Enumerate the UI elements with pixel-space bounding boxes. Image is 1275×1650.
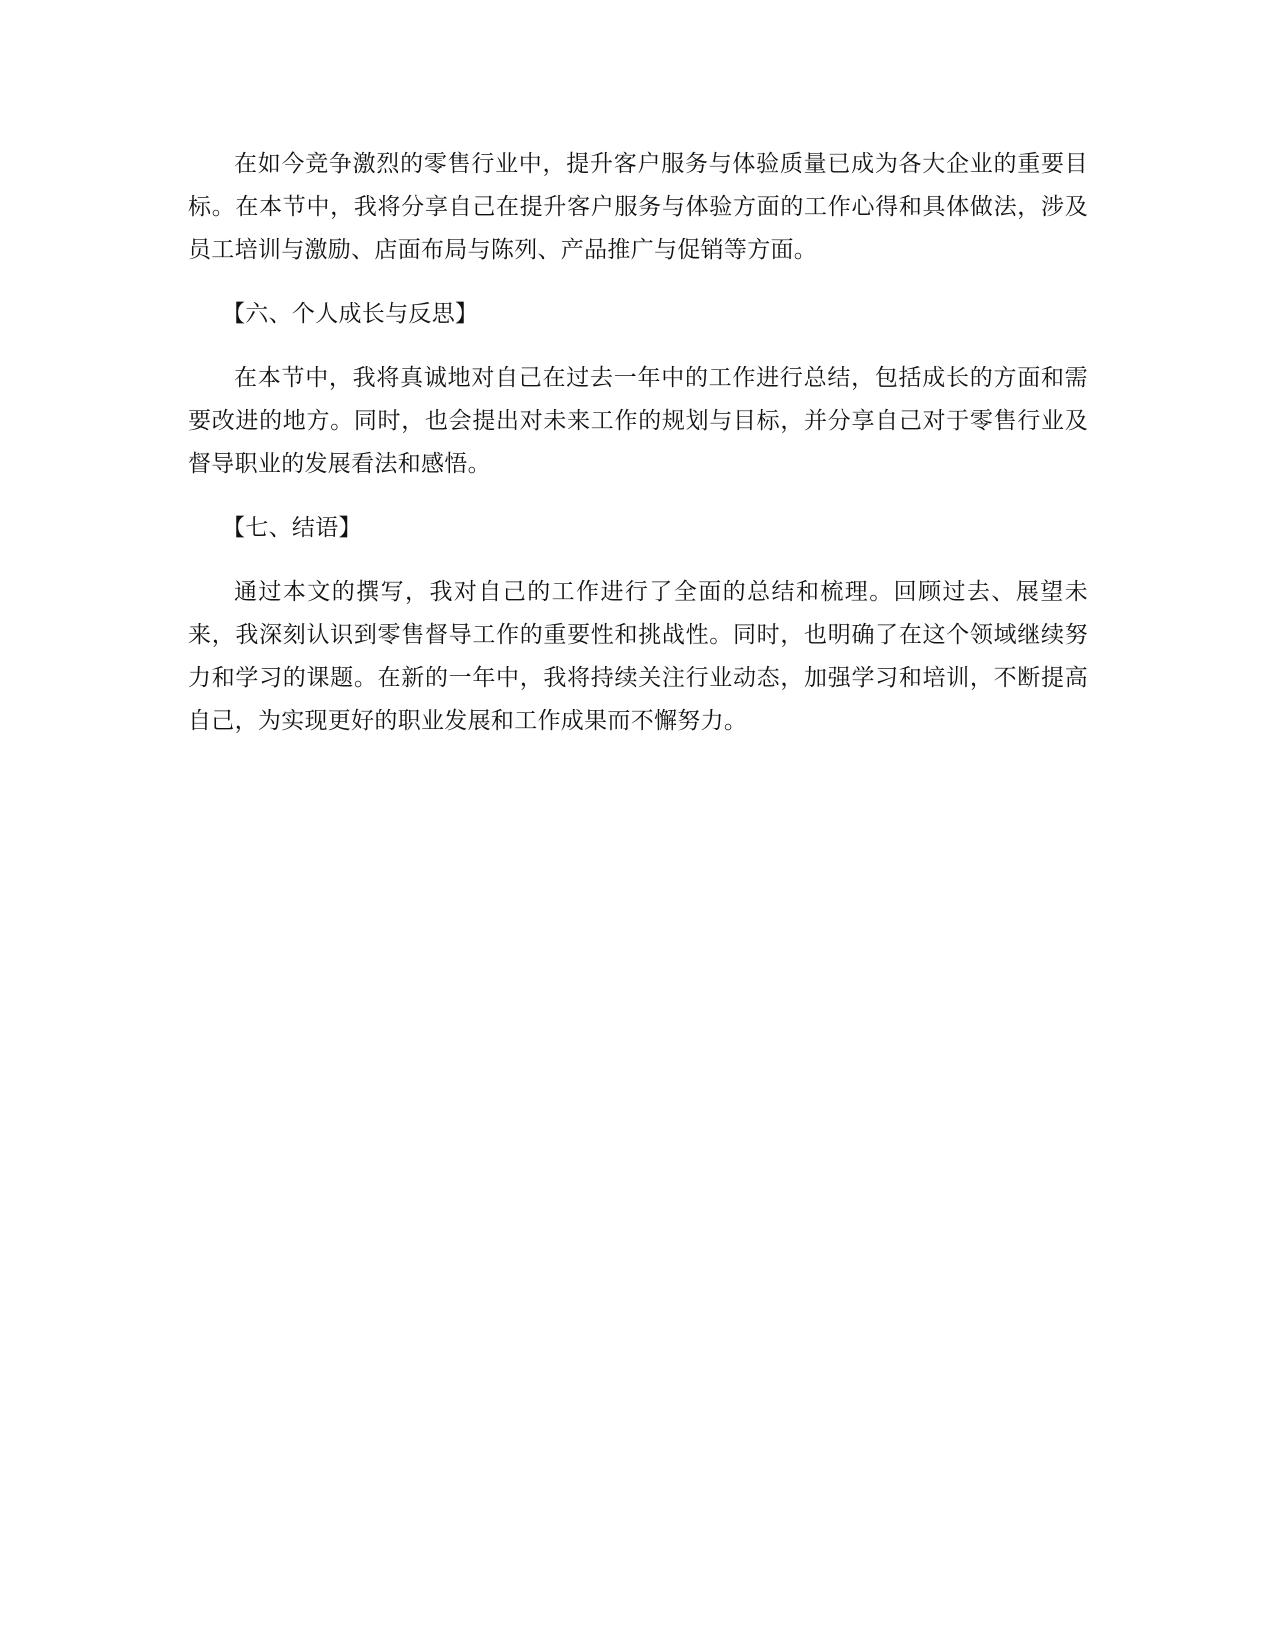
document-body <box>188 143 1088 743</box>
paragraph-personal-growth: 在本节中，我将真诚地对自己在过去一年中的工作进行总结，包括成长的方面和需要改进的地方。同时，也会提出对未来工作的规划与目标，并分享自己对于零售行业及督导职业的发展看法和感悟。 <box>188 365 1088 477</box>
section-heading-conclusion: 【七、结语】 <box>222 515 362 541</box>
paragraph-customer-service: 在如今竞争激烈的零售行业中，提升客户服务与体验质量已成为各大企业的重要目标。在本节中，我将分享自己在提升客户服务与体验方面的工作心得和具体做法，涉及员工培训与激励、店面布局与陈列、产品推广与促销等方面。 <box>188 151 1088 263</box>
paragraph-conclusion: 通过本文的撰写，我对自己的工作进行了全面的总结和梳理。回顾过去、展望未来，我深刻认识到零售督导工作的重要性和挑战性。同时，也明确了在这个领域继续努力和学习的课题。在新的一年中，我将持续关注行业动态，加强学习和培训，不断提高自己，为实现更好的职业发展和工作成果而不懈努力。 <box>188 579 1088 734</box>
section-heading-personal-growth: 【六、个人成长与反思】 <box>222 301 479 327</box>
